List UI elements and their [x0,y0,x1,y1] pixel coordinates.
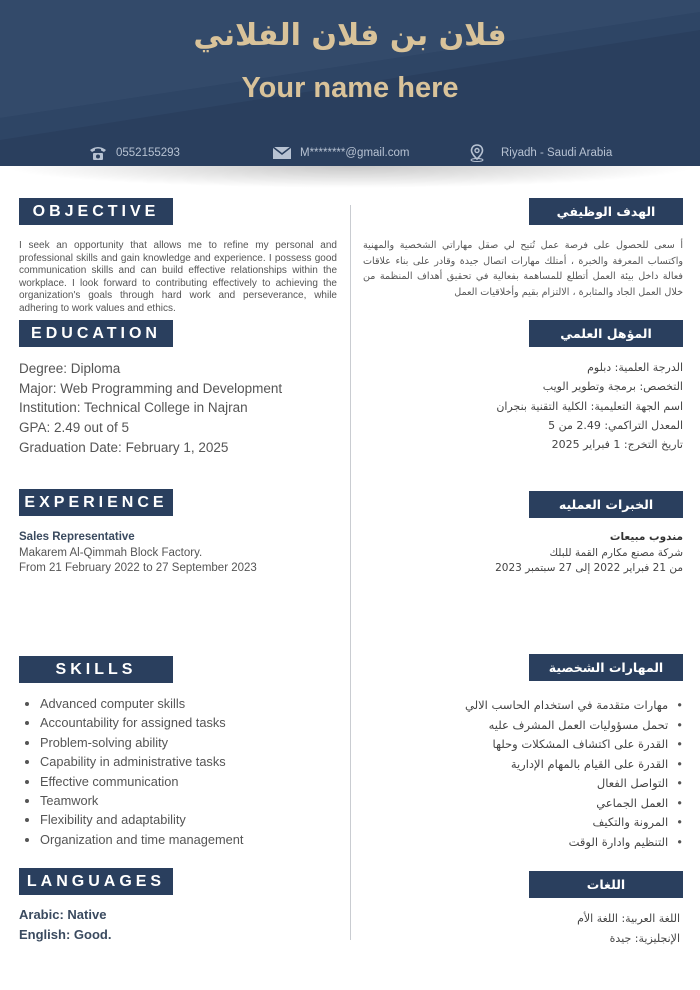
skills-heading-ar: المهارات الشخصية [529,654,683,681]
language-english-ar: الإنجليزية: جيدة [609,932,680,945]
list-item: • تحمل مسؤوليات العمل المشرف عليه [363,716,683,736]
objective-text-ar: أ سعى للحصول على فرصة عمل تُتيح لي صقل مهاراتي الشخصية والمهنية واكتساب المعرفة والخبرة ، أمتلك مهارات اتصال جيدة وقادر على بناء علاقات فعالة داخل بيئة العمل أتطلع للمساهمة بفعالية في تحقيق أهداف المنظمة من خلال العمل الجاد والمثابرة ، الالتزام بقيم وأخلاقيات العمل [363,240,683,298]
list-item: • Capability in administrative tasks [40,752,243,771]
education-graduation-en: Graduation Date: February 1, 2025 [19,439,229,455]
list-item: • العمل الجماعي [363,794,683,814]
experience-heading-en: EXPERIENCE [19,489,173,516]
experience-entry-en [19,530,257,577]
skills-list-ar [363,696,683,852]
experience-entry-ar [363,530,683,577]
education-major-en: Major: Web Programming and Development [19,380,283,396]
list-item: • Flexibility and adaptability [40,810,243,829]
name-arabic: فلان بن فلان الفلاني [193,18,507,53]
map-pin-icon [467,144,487,162]
list-item: • Accountability for assigned tasks [40,713,243,732]
contact-bar [0,144,700,166]
email-address[interactable]: M********@gmail.com [300,147,410,159]
languages-heading-ar: اللغات [529,871,683,898]
education-gpa-en: GPA: 2.49 out of 5 [19,420,130,436]
education-institution-en: Institution: Technical College in Najran [19,400,248,416]
education-graduation-ar: تاريخ التخرج: 1 فبراير 2025 [551,438,683,452]
job-title-en: Sales Representative [19,531,135,543]
education-details-ar [363,358,683,454]
language-arabic-ar: اللغة العربية: اللغة الأم [577,912,680,925]
job-title-ar: مندوب مبيعات [609,531,683,543]
education-details-en [19,359,282,458]
objective-heading-en: OBJECTIVE [19,198,173,225]
objective-text-en: I seek an opportunity that allows me to refine my personal and professional skills and gain knowledge and experience. I possess good communication skills and can build effective relationships within the workplace. I look forward to contributing effectively to achieving the organization's goals through hard work and perseverance, while adhering to work values and ethics. [19,240,337,314]
phone-icon [88,144,108,162]
education-degree-en: Degree: Diploma [19,361,121,376]
education-heading-en: EDUCATION [19,320,173,347]
language-english-en: English: Good. [19,926,112,942]
contact-email [272,144,409,162]
job-period-en: From 21 February 2022 to 27 September 2023 [19,562,257,574]
header-shadow [0,166,700,188]
education-gpa-ar: المعدل التراكمي: 2.49 من 5 [548,418,683,432]
list-item: • Organization and time management [40,830,243,849]
contact-phone [88,144,180,162]
name-english: Your name here [241,72,459,104]
company-en: Makarem Al-Qimmah Block Factory. [19,546,203,559]
list-item: • Effective communication [40,772,243,791]
company-ar: شركة مصنع مكارم القمة للبلك [549,546,683,559]
skills-heading-en: SKILLS [19,656,173,683]
languages-list-ar [380,909,680,949]
list-item: • Problem-solving ability [40,733,243,752]
phone-number[interactable]: 0552155293 [116,147,180,159]
job-period-ar: من 21 فبراير 2022 إلى 27 سبتمبر 2023 [495,562,683,574]
resume-header [0,0,700,166]
education-heading-ar: المؤهل العلمي [529,320,683,347]
envelope-icon [272,144,292,162]
list-item: • مهارات متقدمة في استخدام الحاسب الالي [363,696,683,716]
list-item: • المرونة والتكيف [363,813,683,833]
education-major-ar: التخصص: برمجة وتطوير الويب [542,380,683,394]
education-institution-ar: اسم الجهة التعليمية: الكلية التقنية بنجران [496,399,683,413]
list-item: • القدرة على القيام بالمهام الإدارية [363,755,683,775]
languages-list-en [19,905,111,944]
skills-list-en [40,694,243,849]
experience-heading-ar: الخبرات العمليه [529,491,683,518]
objective-heading-ar: الهدف الوظيفي [529,198,683,225]
contact-location [467,144,612,162]
education-degree-ar: الدرجة العلمية: دبلوم [587,361,683,374]
location-text: Riyadh - Saudi Arabia [501,147,613,159]
languages-heading-en: LANGUAGES [19,868,173,895]
list-item: • التنظيم وادارة الوقت [363,833,683,853]
list-item: • التواصل الفعال [363,774,683,794]
list-item: • Teamwork [40,791,243,810]
column-divider [350,205,351,940]
list-item: • Advanced computer skills [40,694,243,713]
list-item: • القدرة على اكتشاف المشكلات وحلها [363,735,683,755]
language-arabic-en: Arabic: Native [19,907,107,922]
